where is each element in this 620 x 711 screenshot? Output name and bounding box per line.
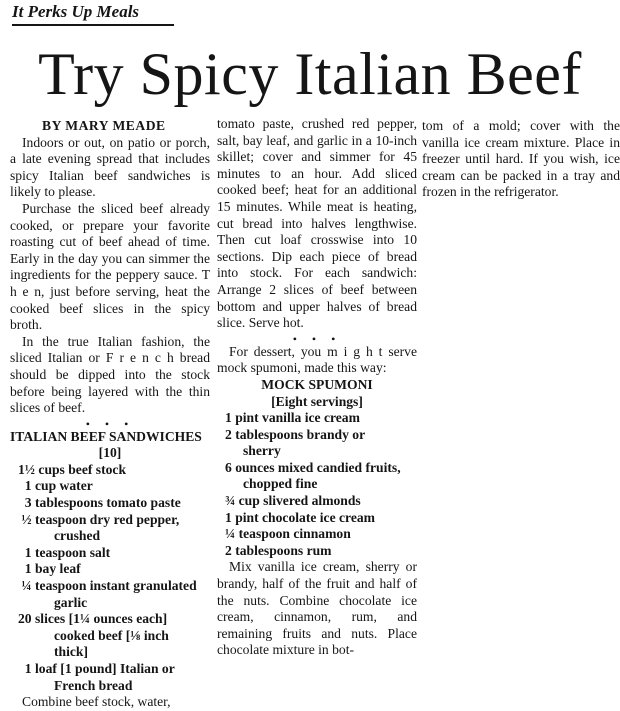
column-3: [422, 118, 620, 201]
kicker-rule: [12, 24, 174, 26]
ingredient-item: ¼ teaspoon instant granulated: [21, 578, 197, 594]
column-1: [10, 118, 210, 711]
ingredient-item: 1 teaspoon salt: [24, 544, 111, 560]
ingredient-continuation: cooked beef [⅛ inch: [54, 627, 169, 643]
byline: BY MARY MEADE: [42, 118, 166, 133]
recipe-directions-start: Combine beef stock, water,: [22, 694, 171, 710]
ingredient-item: ¾ cup slivered almonds: [225, 493, 361, 509]
ingredient-item: 2 tablespoons rum: [225, 542, 332, 558]
ingredient-item: 1 pint chocolate ice cream: [225, 509, 375, 525]
recipe-yield: [Eight servings]: [271, 393, 363, 409]
section-divider: • • •: [292, 331, 342, 346]
ingredient-continuation: sherry: [243, 443, 281, 459]
recipe-directions-continued: tomato paste, crushed red pepper, salt, bay leaf, and garlic in a 10-inch skillet; cover and simmer for 45 minutes to an hour. Add sliced cooked beef; heat for an additional 15 minutes. While meat is heating, cut bread into halves lengthwise. Then cut loaf crosswise into 10 sections. Dip each piece of bread into stock. For each sandwich: Arrange 2 slices of beef between bottom and upper halves of bread slice. Serve hot.: [217, 116, 417, 331]
kicker: It Perks Up Meals: [12, 2, 140, 21]
recipe-title: MOCK SPUMONI: [261, 376, 373, 392]
ingredient-item: 1 loaf [1 pound] Italian or: [24, 661, 175, 676]
ingredient-continuation: garlic: [54, 594, 88, 610]
ingredient-item: 6 ounces mixed candied fruits,: [225, 459, 401, 475]
recipe-title: ITALIAN BEEF SANDWICHES: [10, 428, 202, 444]
ingredient-item: 1½ cups beef stock: [18, 461, 127, 477]
intro-paragraph-2: Purchase the sliced beef already cooked, or prepare your favorite roasting cut of beef ahead of time. Early in the day you can simmer the ingredients for the peppery sauce. T h e n, just before serving, heat the cooked beef slices in the spicy broth.: [10, 200, 210, 333]
ingredient-item: ½ teaspoon dry red pepper,: [21, 511, 180, 527]
ingredient-continuation: crushed: [54, 528, 101, 544]
intro-paragraph-1: Indoors or out, on patio or porch, a late evening spread that includes spicy Italian beef sandwiches is likely to please.: [10, 134, 210, 200]
ingredient-item: 1 cup water: [24, 478, 93, 494]
column-2: [217, 116, 417, 659]
ingredient-item: 20 slices [1¼ ounces each]: [18, 611, 168, 627]
recipe-directions: Mix vanilla ice cream, sherry or brandy, half of the fruit and half of the nuts. Combine chocolate ice cream, cinnamon, rum, and remaining fruits and nuts. Place chocolate mixture in bot-: [217, 559, 417, 658]
ingredient-item: 1 pint vanilla ice cream: [225, 410, 360, 426]
intro-paragraph-3: In the true Italian fashion, the sliced Italian or F r e n c h bread should be dipped into the stock before being layered with the thin slices of beef.: [10, 333, 210, 416]
recipe-directions-continued: tom of a mold; cover with the vanilla ice cream mixture. Place in freezer until hard. If you wish, ice cream can be packed in a tray and frozen in the refrigerator.: [422, 118, 620, 200]
ingredient-continuation: thick]: [54, 644, 88, 660]
ingredient-continuation: chopped fine: [243, 476, 318, 492]
ingredient-continuation: French bread: [54, 677, 133, 693]
ingredient-list: [10, 462, 210, 694]
ingredient-item: 1 bay leaf: [24, 561, 81, 577]
ingredient-list: [217, 410, 417, 559]
ingredient-item: 3 tablespoons tomato paste: [24, 495, 181, 511]
dessert-intro: For dessert, you m i g h t serve mock spumoni, made this way:: [217, 343, 417, 376]
ingredient-item: ¼ teaspoon cinnamon: [225, 526, 351, 542]
section-divider: • • •: [85, 416, 135, 431]
ingredient-item: 2 tablespoons brandy or: [225, 426, 366, 442]
headline: Try Spicy Italian Beef: [38, 41, 582, 107]
recipe-yield: [10]: [98, 445, 122, 461]
